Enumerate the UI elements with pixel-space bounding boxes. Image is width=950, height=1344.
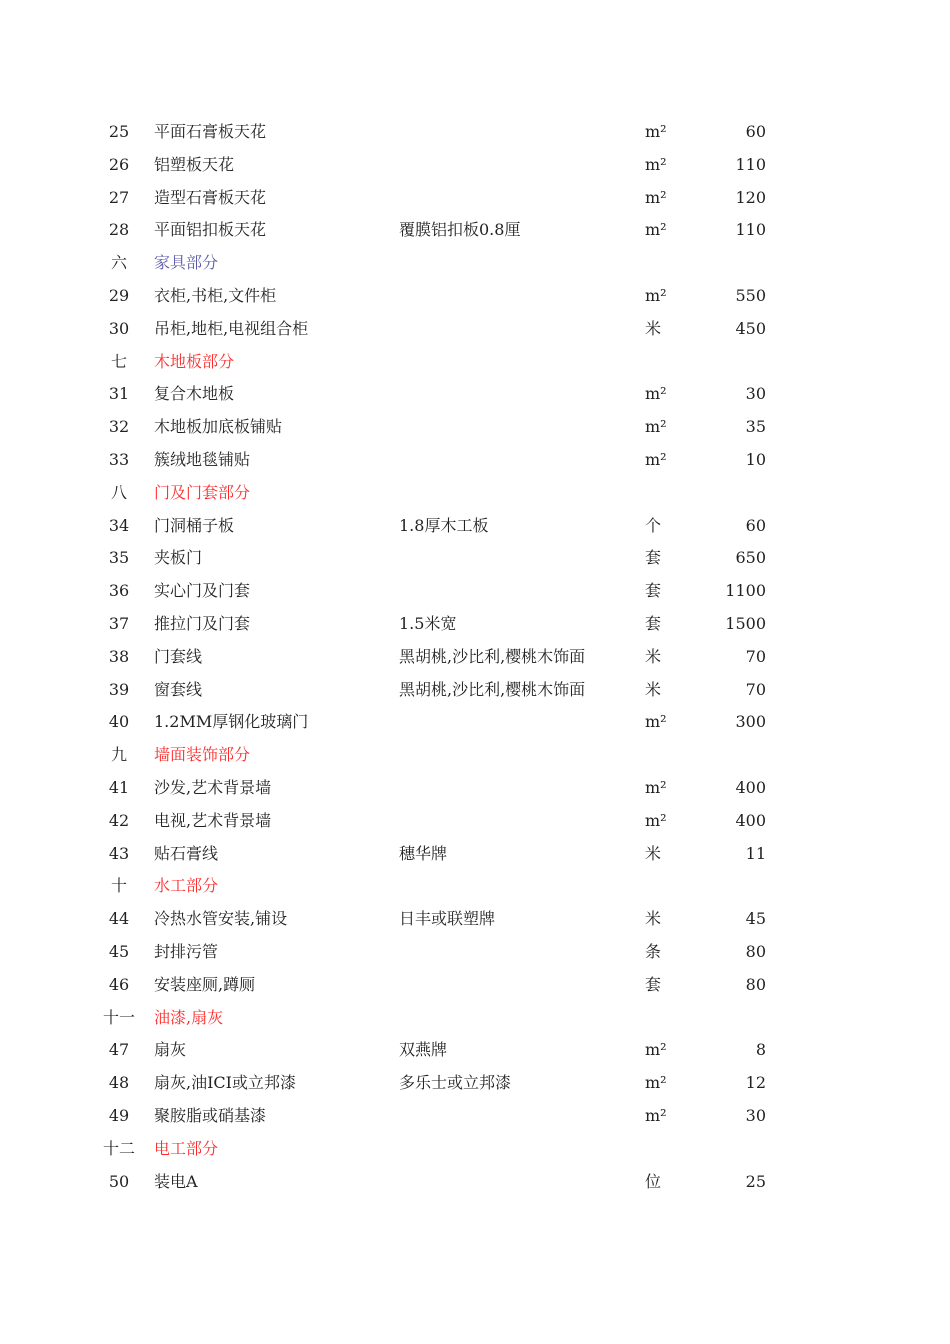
item-name: 实心门及门套 [154,581,251,601]
item-number: 九 [110,745,127,765]
item-price: 70 [745,646,766,666]
section-title: 门及门套部分 [154,482,251,502]
item-unit: 米 [645,843,662,863]
item-unit: 个 [645,515,662,535]
table-row [0,608,950,641]
table-row [0,116,950,149]
table-row [0,1067,950,1100]
item-number: 26 [108,154,130,174]
table-row [0,149,950,182]
item-price: 35 [745,417,766,437]
item-number: 29 [108,285,130,305]
table-row [0,182,950,215]
item-unit: m² [645,384,667,404]
item-price: 30 [745,1105,766,1125]
table-row [0,280,950,313]
item-spec: 穗华牌 [399,843,448,863]
item-price: 8 [755,1040,766,1060]
item-name: 扇灰,油ICI或立邦漆 [154,1073,296,1093]
item-unit: m² [645,220,667,240]
item-number: 27 [108,187,130,207]
item-unit: m² [645,122,667,141]
table-row [0,444,950,477]
table-row [0,510,950,543]
item-price: 60 [745,122,766,141]
item-price: 400 [735,810,766,830]
item-unit: m² [645,777,667,797]
item-number: 33 [108,449,130,469]
table-row [0,674,950,707]
item-price: 10 [745,449,766,469]
item-price: 25 [745,1171,766,1191]
item-spec: 覆膜铝扣板0.8厘 [399,220,521,240]
item-price: 30 [745,384,766,404]
table-row [0,641,950,674]
item-number: 28 [108,220,130,240]
item-name: 冷热水管安装,铺设 [154,909,288,929]
item-unit: 位 [645,1171,662,1191]
table-row [0,706,950,739]
item-unit: 米 [645,679,662,699]
item-price: 550 [735,285,766,305]
item-spec: 1.8厚木工板 [399,515,489,535]
item-unit: m² [645,810,667,830]
table-row [0,575,950,608]
item-unit: m² [645,449,667,469]
item-unit: m² [645,154,667,174]
item-unit: 米 [645,646,662,666]
item-number: 36 [108,581,130,601]
item-price: 120 [735,187,766,207]
item-number: 40 [108,712,130,732]
table-row [0,1100,950,1133]
item-number: 37 [108,613,130,633]
item-number: 30 [108,318,130,338]
item-number: 十二 [102,1138,135,1158]
item-price: 1100 [725,581,766,601]
item-spec: 1.5米宽 [399,613,457,633]
item-number: 32 [108,417,130,437]
item-name: 安装座厕,蹲厕 [154,974,256,994]
item-name: 1.2MM厚钢化玻璃门 [154,712,309,732]
item-name: 平面石膏板天花 [154,122,267,141]
item-number: 45 [108,941,130,961]
table-row [0,936,950,969]
item-number: 46 [108,974,130,994]
item-number: 25 [108,122,130,141]
section-header-row [0,477,950,510]
item-number: 38 [108,646,130,666]
item-unit: 米 [645,909,662,929]
item-name: 窗套线 [154,679,203,699]
item-number: 39 [108,679,130,699]
item-price: 45 [745,909,766,929]
item-number: 42 [108,810,130,830]
section-title: 水工部分 [154,876,219,896]
item-name: 门套线 [154,646,203,666]
item-price: 450 [735,318,766,338]
item-unit: 套 [645,581,662,601]
item-number: 49 [108,1105,130,1125]
item-number: 44 [108,909,130,929]
table-row [0,772,950,805]
item-price: 1500 [725,613,766,633]
item-name: 吊柜,地柜,电视组合柜 [154,318,309,338]
item-number: 十一 [102,1007,135,1027]
item-price: 300 [735,712,766,732]
item-name: 平面铝扣板天花 [154,220,267,240]
item-unit: m² [645,417,667,437]
item-price: 80 [745,941,766,961]
item-unit: 套 [645,548,662,568]
section-title: 油漆,扇灰 [154,1007,224,1027]
item-name: 扇灰 [154,1040,187,1060]
table-row [0,1166,950,1199]
item-price: 110 [735,154,766,174]
table-row [0,805,950,838]
table-row [0,903,950,936]
item-number: 七 [110,351,127,371]
table-row [0,838,950,871]
section-header-row [0,1002,950,1035]
item-name: 贴石膏线 [154,843,219,863]
table-row [0,214,950,247]
item-price: 400 [735,777,766,797]
item-name: 复合木地板 [154,384,235,404]
item-price: 11 [745,843,766,863]
item-number: 43 [108,843,130,863]
item-unit: m² [645,285,667,305]
item-number: 48 [108,1073,130,1093]
price-list-table [0,116,950,1198]
table-row [0,313,950,346]
item-name: 夹板门 [154,548,203,568]
table-row [0,411,950,444]
item-number: 41 [108,777,130,797]
item-number: 六 [110,253,127,273]
item-spec: 黑胡桃,沙比利,樱桃木饰面 [399,679,586,699]
item-unit: m² [645,1105,667,1125]
section-title: 电工部分 [154,1138,219,1158]
section-header-row [0,346,950,379]
table-row [0,969,950,1002]
section-title: 木地板部分 [154,351,235,371]
item-unit: m² [645,187,667,207]
item-name: 门洞桶子板 [154,515,235,535]
item-name: 电视,艺术背景墙 [154,810,272,830]
item-name: 造型石膏板天花 [154,187,267,207]
item-number: 50 [108,1171,130,1191]
item-price: 70 [745,679,766,699]
item-number: 31 [108,384,130,404]
item-price: 80 [745,974,766,994]
item-spec: 多乐士或立邦漆 [399,1073,512,1093]
item-number: 十 [110,876,127,896]
item-unit: 套 [645,974,662,994]
table-row [0,378,950,411]
item-price: 60 [745,515,766,535]
item-name: 装电A [154,1171,198,1191]
item-name: 簇绒地毯铺贴 [154,449,251,469]
item-unit: 米 [645,318,662,338]
section-title: 墙面装饰部分 [154,745,251,765]
section-header-row [0,247,950,280]
section-title: 家具部分 [154,253,219,273]
item-unit: 条 [645,941,662,961]
item-name: 沙发,艺术背景墙 [154,777,272,797]
section-header-row [0,870,950,903]
section-header-row [0,1133,950,1166]
item-name: 铝塑板天花 [154,154,235,174]
item-unit: m² [645,1040,667,1060]
item-spec: 日丰或联塑牌 [399,909,496,929]
item-name: 衣柜,书柜,文件柜 [154,285,277,305]
table-row [0,1034,950,1067]
item-unit: m² [645,712,667,732]
item-unit: m² [645,1073,667,1093]
item-price: 12 [745,1073,766,1093]
item-price: 650 [735,548,766,568]
item-unit: 套 [645,613,662,633]
item-name: 推拉门及门套 [154,613,251,633]
item-spec: 黑胡桃,沙比利,樱桃木饰面 [399,646,586,666]
table-row [0,542,950,575]
item-number: 35 [108,548,130,568]
item-name: 木地板加底板铺贴 [154,417,283,437]
item-name: 聚胺脂或硝基漆 [154,1105,267,1125]
section-header-row [0,739,950,772]
item-number: 34 [108,515,130,535]
item-number: 八 [110,482,127,502]
item-spec: 双燕牌 [399,1040,448,1060]
item-name: 封排污管 [154,941,219,961]
item-number: 47 [108,1040,130,1060]
item-price: 110 [735,220,766,240]
